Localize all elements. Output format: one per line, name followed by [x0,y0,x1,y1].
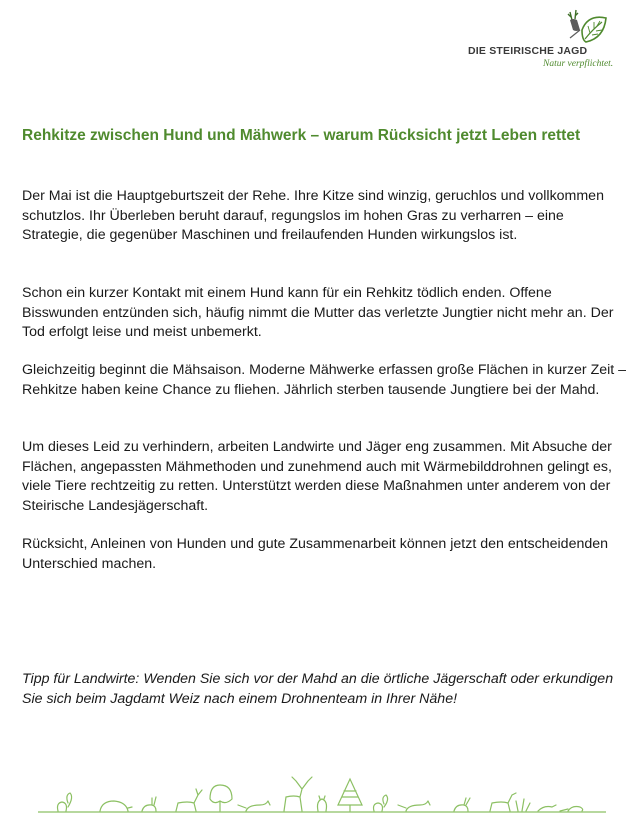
logo-name: DIE STEIRISCHE JAGD [468,45,588,57]
deer-head-leaf-icon [558,8,610,48]
paragraph-2: Schon ein kurzer Kontakt mit einem Hund kann für ein Rehkitz tödlich enden. Offene Bisswunden entzünden sich, häufig nimmt die Mutter das verletzte Jungtier nicht mehr an. Der Tod erfolgt leise und meist unbemerkt. [22,285,614,340]
paragraph-1: Der Mai ist die Hauptgeburtszeit der Rehe. Ihre Kitze sind winzig, geruchlos und vollkommen schutzlos. Ihr Überleben beruht darauf, regungslos im hohen Gras zu verharren – eine Strategie, die gegenüber Maschinen und freilaufenden Hunden wirkungslos ist. [22,188,604,243]
paragraph-3: Gleichzeitig beginnt die Mähsaison. Moderne Mähwerke erfassen große Flächen in kurzer Zeit – Rehkitze haben keine Chance zu fliehen. Jährlich sterben tausende Jungtiere bei der Mahd. [22,362,627,398]
wildlife-silhouettes-border [38,775,606,815]
logo-tagline: Natur verpflichtet. [543,59,614,69]
brand-logo [460,8,625,72]
paragraph-4: Um dieses Leid zu verhindern, arbeiten Landwirte und Jäger eng zusammen. Mit Absuche der Flächen, angepassten Mähmethoden und zunehmend auch mit Wärmebilddrohnen gelingt es, viele Tiere rechtzeitig zu retten. Unterstützt werden diese Maßnahmen unter anderem von der Steirische Landesjägerschaft. [22,439,612,514]
article-headline: Rehkitze zwischen Hund und Mähwerk – warum Rücksicht jetzt Leben rettet [22,127,581,144]
paragraph-5: Rücksicht, Anleinen von Hunden und gute Zusammenarbeit können jetzt den entscheidenden Unterschied machen. [22,536,609,572]
farmer-tip: Tipp für Landwirte: Wenden Sie sich vor der Mahd an die örtliche Jägerschaft oder erkundigen Sie sich beim Jagdamt Weiz nach einem Drohnenteam in Ihrer Nähe! [22,671,614,707]
